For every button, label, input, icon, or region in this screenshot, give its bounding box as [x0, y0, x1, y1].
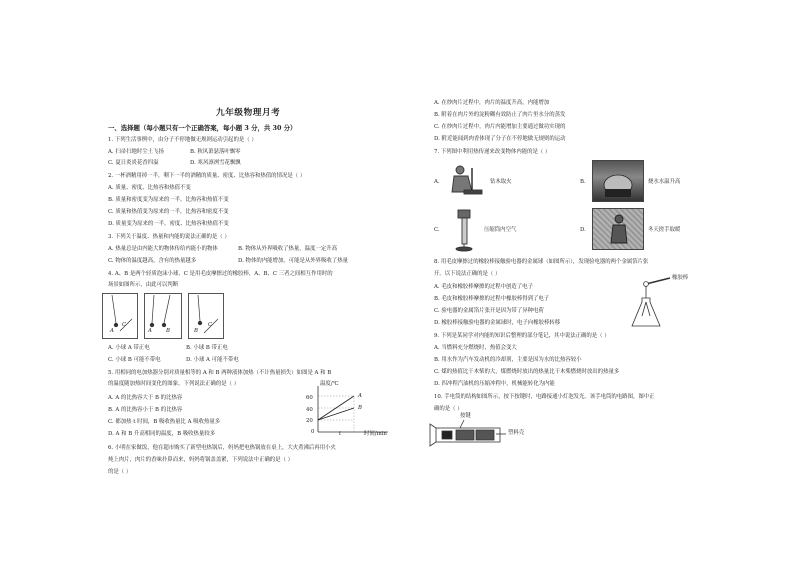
- chart-t-label: t: [339, 431, 342, 437]
- chart-ytick-label: 20: [306, 418, 313, 424]
- question-8-stem-line2: 开。以下说法正确的是（ ）: [434, 271, 501, 277]
- question-6-line3: 的是（ ）: [108, 469, 132, 475]
- electroscope-icon: [632, 276, 696, 332]
- question-1-option-d: D. 寒风凛冽雪花飘飘: [190, 160, 241, 166]
- q7-letter-a: A.: [434, 179, 440, 185]
- q7-caption-d: 冬天搓手取暖: [648, 227, 681, 233]
- question-3-stem: 3. 下列关于温度、热量和内能的说法正确的是（ ）: [108, 234, 230, 240]
- chart-origin-label: 0: [311, 429, 315, 435]
- fig-label: A: [148, 328, 152, 334]
- fig-label: C: [122, 322, 127, 328]
- question-3-option-a: A. 热量总是由内能大的物体传给内能小的物体: [108, 246, 218, 252]
- q7-image-b: [592, 160, 644, 202]
- question-2-option-d: D. 质量变为原来的一半，密度、比热容和热值不变: [108, 221, 229, 227]
- question-4-figure: [102, 293, 224, 343]
- question-4-stem-line1: 4. A、B 是两个轻质泡沫小球，C 是用毛皮摩擦过的橡胶棒，A、B、C 三者之间相互作用时的: [108, 271, 333, 277]
- q7-letter-b: B.: [580, 179, 586, 185]
- series-line-b: [318, 408, 354, 420]
- question-1-stem: 1. 下列生活事例中，由分子不停地做无规则运动引起的是（ ）: [108, 137, 257, 143]
- section-heading: 一、选择题（每小题只有一个正确答案，每小题 3 分，共 30 分）: [108, 124, 297, 132]
- q7-caption-b: 烧水水温升高: [648, 179, 681, 185]
- question-1-option-a: A. 扫帚扫地时尘土飞扬: [108, 149, 164, 155]
- chart-series-label-b: B: [358, 405, 362, 411]
- boiling-pot-icon: [593, 161, 643, 201]
- chart-ytick-label: 60: [306, 395, 313, 401]
- q7-image-d: [592, 208, 644, 250]
- electroscope-figure: [632, 276, 696, 332]
- chart-series-label-a: A: [358, 393, 362, 399]
- q7-letter-d: D.: [580, 227, 586, 233]
- question-2-option-a: A. 质量、密度、比热容和热值不变: [108, 185, 191, 191]
- question-10-stem-line1: 10. 手电筒的结构如图所示，按下按键时，电路接通小灯泡发光。该手电筒的电路图，图中正: [434, 394, 655, 400]
- question-5-option-a: A. A 的比热容大于 B 的比热容: [108, 395, 183, 401]
- q7-caption-c: 压缩筒内空气: [484, 227, 517, 233]
- question-4-option-c: C. 小球 B 可能不带电: [108, 357, 161, 363]
- question-8-option-d: D. 橡胶棒接触验电器的金属球时，电子向橡胶棒转移: [434, 320, 561, 326]
- flashlight-figure: [430, 414, 540, 450]
- drill-fire-icon: [446, 162, 486, 198]
- question-6-line2: 炖上肉片，肉片的香味扑鼻而来，妈妈将锅盖盖紧，下列说法中正确的是（ ）: [108, 457, 293, 463]
- charged-balls-sketch: [102, 293, 224, 343]
- question-9-option-b: B. 用水作为汽车发动机的冷却剂，主要是因为水的比热容较小: [434, 357, 582, 363]
- rub-hands-icon: [593, 209, 643, 249]
- fig-label: B: [166, 328, 170, 334]
- temperature-time-chart: [306, 381, 402, 440]
- chart-xlabel: 时间/min: [364, 431, 387, 437]
- question-8-option-a: A. 毛皮和橡胶棒摩擦的过程中创造了电子: [434, 284, 533, 290]
- question-5-stem-line2: 的温度随加热时间变化的图象，下列说法正确的是（ ）: [108, 381, 240, 387]
- fig-label: A: [110, 328, 114, 334]
- question-5-option-c: C. 都加热 t 时间，B 吸收热量比 A 吸收热量多: [108, 419, 221, 425]
- question-8-stem-line1: 8. 用毛皮摩擦过的橡胶棒接触验电器的金属球（如图所示），发现验电器的两个金属箔片张: [434, 259, 649, 265]
- q7-image-c: [452, 206, 480, 252]
- question-4-option-b: B. 小球 B 带正电: [186, 345, 228, 351]
- question-5-option-b: B. A 的比热容小于 B 的比热容: [108, 407, 183, 413]
- question-6-option-d: D. 附近能闻到肉香体现了分子在不停地做无规则的运动: [434, 136, 566, 142]
- page-title: 九年级物理月考: [216, 108, 281, 118]
- key-label: 按键: [460, 413, 471, 419]
- question-3-option-d: D. 物体的内能增加，可能是从外界吸收了热量: [238, 258, 348, 264]
- question-4-option-a: A. 小球 A 带正电: [108, 345, 150, 351]
- question-6-option-b: B. 附着在肉片外的淀粉糊有效防止了肉片里水分的蒸发: [434, 112, 566, 118]
- question-8-option-b: B. 毛皮和橡胶棒摩擦的过程中橡胶棒得到了电子: [434, 296, 550, 302]
- question-1-option-b: B. 秋风萧瑟落叶飘零: [190, 149, 241, 155]
- chart-ytick-label: 40: [306, 407, 313, 413]
- question-3-option-c: C. 物体的温度越高，含有的热量越多: [108, 258, 197, 264]
- question-3-option-b: B. 物体从外界吸收了热量，温度一定升高: [238, 246, 338, 252]
- chart-ylabel: 温度/℃: [320, 381, 339, 387]
- compress-air-cylinder-icon: [452, 206, 480, 252]
- fig-label: C: [208, 322, 213, 328]
- question-1-option-c: C. 夏日炎炎花香四溢: [108, 160, 159, 166]
- question-7-stem: 7. 下列图中利用热传递来改变物体内能的是（ ）: [434, 149, 551, 155]
- question-9-stem: 9. 下列是某同学对内能的知识后整理的部分笔记，其中说法正确的是（ ）: [434, 333, 610, 339]
- question-8-option-c: C. 验电器的金属箔片张开是因为带了异种电荷: [434, 308, 544, 314]
- question-2-stem: 2. 一杯酒精用掉一半，剩下一半的酒精的质量、密度、比热容和热值的情况是（ ）: [108, 173, 306, 179]
- chart-svg: [306, 381, 402, 440]
- q7-letter-c: C.: [434, 227, 440, 233]
- question-9-option-c: C. 煤的热值比干木柴的大，煤燃烧时放出的热量比干木柴燃烧时放出的热量多: [434, 369, 620, 375]
- question-2-option-c: C. 质量和热值变为原来的一半，比热容和密度不变: [108, 209, 229, 215]
- q7-caption-a: 钻木取火: [490, 179, 512, 185]
- question-5-option-d: D. A 和 B 升高相同的温度，B 吸收热量较多: [108, 431, 216, 437]
- question-2-option-b: B. 质量和密度变为原来的一半，比热容和热值不变: [108, 197, 229, 203]
- shell-label: 塑料壳: [508, 430, 525, 436]
- question-9-option-d: D. 四冲程汽油机的压缩冲程中，机械能转化为内能: [434, 381, 555, 387]
- question-9-option-a: A. 当燃料充分燃烧时，热值会变大: [434, 345, 517, 351]
- question-10-stem-line2: 确的是（ ）: [434, 406, 463, 412]
- question-4-stem-line2: 场景如图所示，由此可以判断: [108, 282, 179, 288]
- q7-image-a: [446, 162, 486, 198]
- question-5-stem-line1: 5. 用相同的电加热器分别对质量相等的 A 和 B 两种液体加热（不计热量损失）如图是 A 和 B: [108, 370, 332, 376]
- rubber-rod-label: 橡胶棒: [672, 275, 689, 281]
- fig-label: B: [194, 328, 198, 334]
- question-4-option-d: D. 小球 A 可能不带电: [186, 357, 239, 363]
- question-6-line1: 6. 小明在家做饭，他在超市购买了新型电热锅后，妈妈把电热锅放在桌上，大火煮沸后再用小火: [108, 445, 336, 451]
- question-6-option-c: C. 在炒肉片过程中，肉片内能增加主要通过做功实现的: [434, 124, 566, 130]
- question-6-option-a: A. 在炒肉片过程中，肉片的温度升高，内能增加: [434, 100, 550, 106]
